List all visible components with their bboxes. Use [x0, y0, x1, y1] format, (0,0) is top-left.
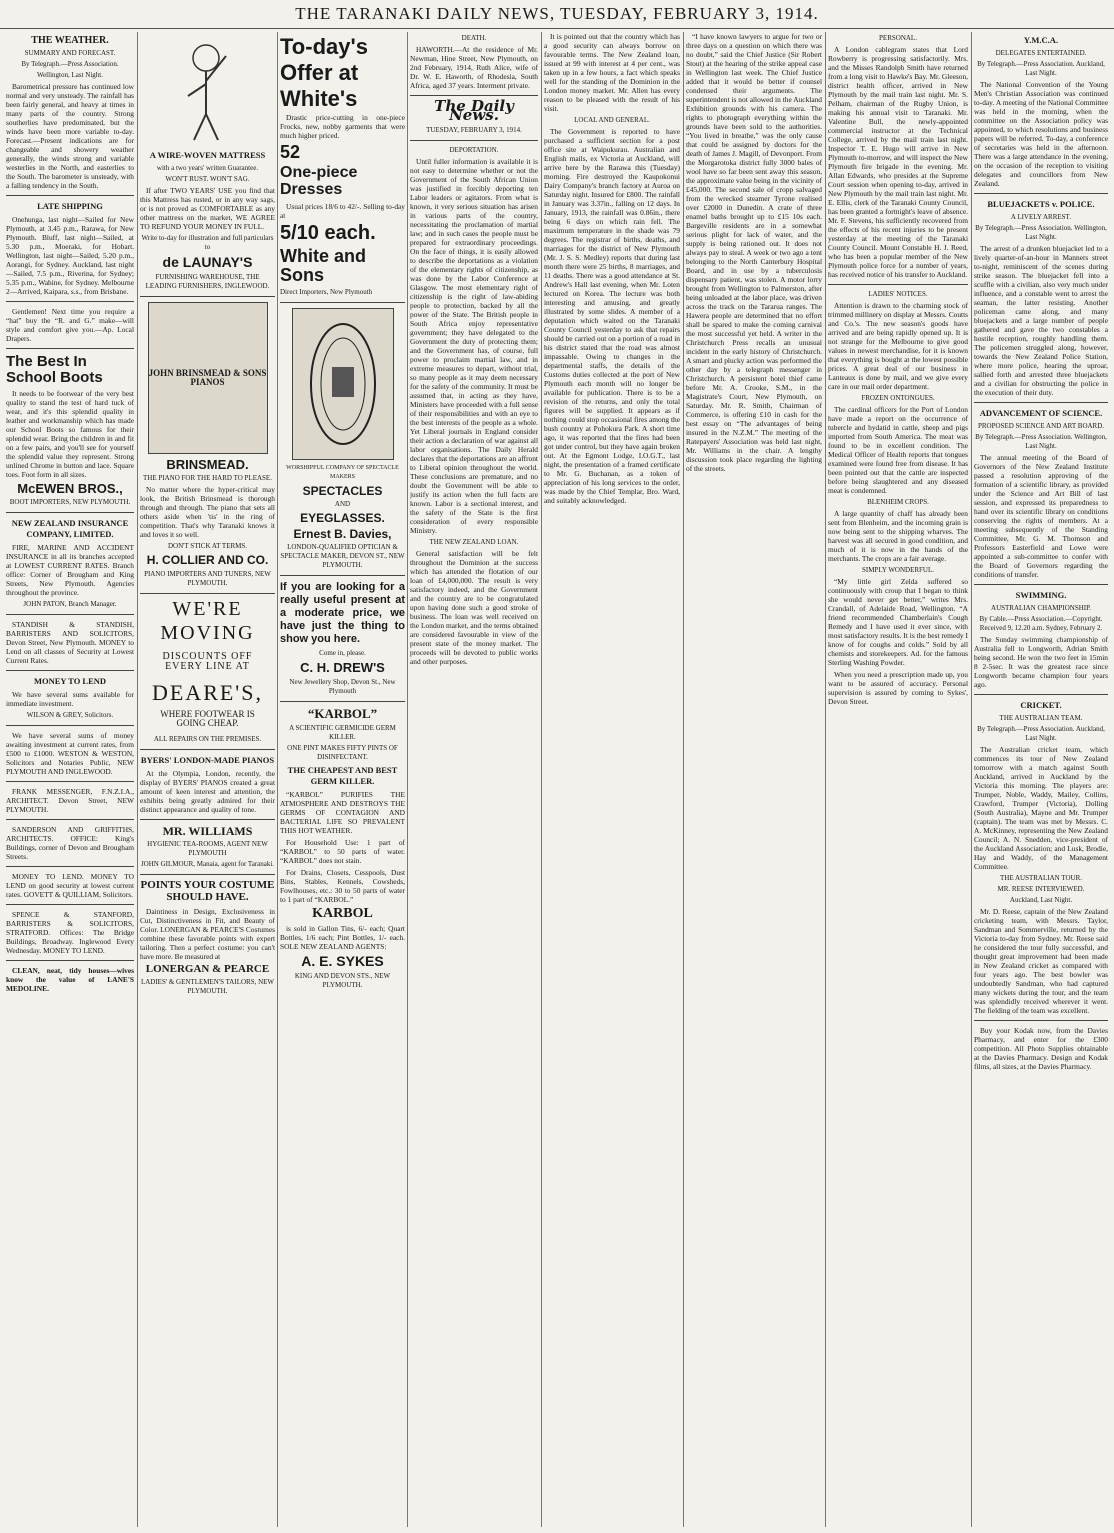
- science-heading: ADVANCEMENT OF SCIENCE.: [979, 408, 1103, 418]
- karbol-heading: “KARBOL”: [307, 705, 378, 721]
- ladies-notices-text: Attention is drawn to the charming stock of trimmed millinery on display at Messrs. Coutts and Co.'s. The new season's goods have arrived and are being rapidly opened up. It is not strange for the Melbourne to give good values in newest merchandise, for it is known that everything is bought at the lowest possible prices. A great deal of our business in Lanteaux is done by mail, and we give every care in our mail order department.: [828, 301, 968, 391]
- ymca-heading: Y.M.C.A.: [1023, 35, 1059, 45]
- collier-sub: PIANO IMPORTERS AND TUNERS, NEW PLYMOUTH.: [144, 569, 271, 587]
- divider: [974, 402, 1108, 403]
- cricket-byline: By Telegraph.—Press Association. Auckland, Last Night.: [977, 725, 1105, 742]
- news-text: “I have known lawyers to argue for two or three days on a question on which there was no doubt,” said the Chief Justice (Sir Robert Stout) at the hearing of the strike appeal case in Wellington last week. The Chief Justice added that it would be better if counsel condensed their arguments. The superintendent is not allowed in the Auckland Exhibition grounds with his camera. The rights to photograph everything within the grounds have been sold to the authorities. “You lived in breathe,” was the only cause that could be assigned by doctors for the death of James J. Magill, of Devonport. From the Morgarotoka district fully 3000 bales of wool have so far been sent away this season, the approximate value being in the vicinity of £45,000. The second sale of cropp salvaged from the wrecked steamer Tyrone realised over £2000 in Dunedin. A crate of three enamel baths brought up to £15 10s each. Bargeville residents are in a somewhat serious plight for lack of water, and the supply is being rationed out. It does not always pay to steal. A week or two ago a tent belonging to the North Canterbury Hospital Board, and in use by a tuberculosis dispensary patient, was stolen. A motor lorry brought from Wellington to Palmerston, after being unloaded at the labor place, was driven across the track on the Tararua ranges. The Hawera people are determined that no effort shall be spared to make the coming carnival the most successful yet held. A writer in the Christchurch Press recalls an unusual incident in the early history of Christchurch. A smart and plucky action was performed the other day by a telegraph messenger in Christchurch. A persistent hotel thief came before Mr. A. Crooke, S.M., in the Magistrate's Court, New Plymouth, on Saturday. Mr. R. Smith, Chairman of Commerce, is offering £10 in cash for the best essay on “The advantages of being insured in the N.Z.M.” The meeting of the Ratepayers' Association was held last night, Mr. Williams in the chair. A lengthy discussion took place regarding the lighting of the streets.: [686, 32, 822, 473]
- brinsmead-tag: DON'T STICK AT TERMS.: [167, 542, 248, 551]
- sykes-name: A. E. SYKES: [301, 953, 384, 970]
- optician-emblem: [292, 308, 394, 460]
- divider: [6, 301, 134, 302]
- standish-ad: STANDISH & STANDISH, BARRISTERS AND SOLICITORS, Devon Street, New Plymouth. MONEY to Lend on all classes of Security at Lowest Current Rates.: [6, 620, 134, 666]
- tour-text: Mr. D. Reese, captain of the New Zealand cricketing team, with Messrs. Taylor, Sandman and Sommerville, returned by the Victoria to-day from Sydney. Mr. Reese said he considered the tour fully successful, and thought great improvement had been made in New Zealand cricket as compared with four years ago. The best bowler was undoubtedly Sandman, who had captured many wickets during the tour, and the team was splendidly received wherever it went. The fielding of the team was excellent.: [974, 907, 1108, 1015]
- weather-heading: THE WEATHER.: [31, 35, 109, 46]
- column-8: [974, 32, 1108, 1527]
- divider: [6, 960, 134, 961]
- science-text: The annual meeting of the Board of Governors of the New Zealand Institute passed a resolution approving of the formation of a scientific library, as provided under the Science and Art Bill of last session, and expressed its preparedness to hand over its scientific library on conditions conserving the rights of members. At a meeting subsequently of the Standing Committee, Mr. G. M. Thomson and Professors Easterfield and Lowe were appointed a sub-committee to confer with the Board of Governors regarding the conditions of transfer.: [974, 453, 1108, 579]
- divider: [6, 195, 134, 196]
- byline: By Telegraph.—Press Association.: [21, 60, 119, 68]
- weston-ad: We have several sums of money awaiting investment at current rates, from £500 to £1000. WESTON & WESTON, Solicitors and Notaries Public, NEW PLYMOUTH AND INGLEWOOD.: [6, 731, 134, 777]
- karbol-heading-2: KARBOL: [312, 905, 373, 921]
- tour-byline: Auckland, Last Night.: [1009, 896, 1073, 904]
- divider: [6, 819, 134, 820]
- divider: [140, 874, 275, 875]
- divider: [6, 614, 134, 615]
- discounts-text: DISCOUNTS OFF EVERY LINE AT: [162, 650, 253, 673]
- boots-text: It needs to be footwear of the very best quality to stand the test of hard tuck of wear, and it's this splendid quality in leather and workmanship which has made our School Boots so famous for their splendid wear. Bring the children in and fit on a few pairs, and you'll see for yourself the splendid value they represent. Strong unlined Chrome in button and lace. Square toes. Foot form in all sizes.: [6, 388, 134, 479]
- ymca-sub: DELEGATES ENTERTAINED.: [995, 49, 1087, 57]
- spence-ad: SPENCE & STANFORD, BARRISTERS & SOLICITORS, STRATFORD. Offices: The Bridge Buildings, Broadway. Inglewood Every Wednesday. MONEY TO LEND.: [6, 910, 134, 956]
- deares-name: DEARE'S,: [151, 679, 264, 705]
- column-6: [686, 32, 822, 1527]
- divider: [6, 866, 134, 867]
- karbol-household: For Household Use: 1 part of “KARBOL” to 50 parts of water. “KARBOL” does not stain.: [280, 837, 405, 865]
- money-lend-heading: MONEY TO LEND: [33, 676, 107, 687]
- column-4: [410, 32, 538, 1527]
- money-lend-firm: WILSON & GREY, Solicitors.: [26, 711, 114, 720]
- tour-heading: THE AUSTRALIAN TOUR.: [1000, 874, 1082, 882]
- byers-heading: BYERS' LONDON-MADE PIANOS: [140, 754, 275, 765]
- column-rule: [825, 32, 826, 1527]
- divider: [974, 584, 1108, 585]
- science-sub: PROPOSED SCIENCE AND ART BOARD.: [977, 422, 1105, 430]
- moving-line-2: MOVING: [160, 621, 255, 644]
- collier-name: H. COLLIER AND CO.: [146, 553, 269, 568]
- divider: [280, 701, 405, 702]
- column-2: [140, 32, 275, 1527]
- karbol-drains: For Drains, Closets, Cesspools, Dust Bins, Stables, Kennels, Cowsheds, Fowlhouses, etc.: 30 to 50 parts of water to 1 part of “KARBOL.”: [280, 867, 405, 904]
- divider: [974, 1020, 1108, 1021]
- divider: [974, 193, 1108, 194]
- local-text: The Government is reported to have purchased a sufficient section for a post office site at Waipukurau. Australian and English mails, ex Victoria at Auckland, will arrive here by the Rarawa this (Tuesday) morning. Fire destroyed the Kaupokonui Dairy Company's branch factory at Auroa on Saturday night. Insured for £800. The rainfall in January was 3.37in., falling on 12 days. In January, 1913, the rainfall was 0.86in., there being 6 days on which rain fell. The maximum temperature in the shade was 79 degrees. The registrar of births, deaths, and marriages for the district of New Plymouth (Mr. J. S. S. Medley) reports that during last month there were 25 births, 8 marriages, and 11 deaths. There was a good attendance at St. Andrew's Hall last evening, when Mr. Loten lectured on Korea. The lecture was both interesting and amusing, and greatly illustrated by some slides. A member of a deputation which waited on the Taranaki County Council yesterday to ask that repairs should be carried out on a portion of a road in his district stated that the road was almost impassable. Owing to changes in the departmental staffs, the details of the Customs duties collected at the port of New Plymouth each month will no longer be available for publication. There is to be a revision of the returns, and only the total figures will be supplied. It appears as if nothing could stop occasional fires among the bush country at Pohokura Park. A short time ago, it was reported that the fires had been got under control, but they have again broken out. At the Egmont Lodge, I.O.G.T., last night, the presentation of a framed certificate to Mr. G. Buchanan, as a token of appreciation of his long services to the order, was made by the Chief Templar, Bro. Ward, and suitably acknowledged.: [544, 127, 680, 505]
- brinsmead-sign: JOHN BRINSMEAD & SONS PIANOS: [148, 367, 267, 387]
- lane-ad: CLEAN, neat, tidy houses—wives know the value of LANE'S MEDOLINE.: [6, 966, 134, 994]
- column-rule: [683, 32, 684, 1527]
- nz-insurance-heading: NEW ZEALAND INSURANCE COMPANY, LIMITED.: [11, 518, 129, 540]
- bluejackets-heading: BLUEJACKETS v. POLICE.: [987, 199, 1095, 209]
- mattress-sub: with a two years' written Guarantee.: [156, 164, 259, 172]
- divider: [140, 296, 275, 297]
- blenheim-heading: BLENHEIM CROPS.: [867, 498, 929, 506]
- paper-title: The Daily News.: [434, 97, 514, 124]
- ymca-text: The National Convention of the Young Men's Christian Association was continued to-day. A meeting of the National Committee was held in the morning, when the committee on the Association policy was appointed, to which resolutions and business papers will be referred. To-day, a conference of secretaries was held in the afternoon. There was a large attendance in the evening, on the occasion of the reception to visiting delegates and councillors from New Zealand.: [974, 80, 1108, 188]
- divider: [140, 819, 275, 820]
- whites-count: 52: [280, 142, 301, 163]
- remedy-text: When you need a prescription made up, you want to be assured of accuracy. Personal supervision is assured by coming to Sykes', Devon Street.: [828, 670, 968, 706]
- karbol-text: “KARBOL” PURIFIES THE ATMOSPHERE AND DESTROYS THE GERMS OF CONTAGION AND BACTERIAL LIFE SO PREVALENT THIS HOT WEATHER.: [280, 789, 405, 835]
- williams-sub-2: JOHN GILMOUR, Manaia, agent for Taranaki.: [140, 860, 275, 869]
- piano-illustration: [148, 302, 268, 454]
- divider: [140, 749, 275, 750]
- delaunay-sub: FURNISHING WAREHOUSE, THE LEADING FURNISHERS, INGLEWOOD.: [145, 272, 270, 290]
- local-heading: LOCAL AND GENERAL.: [574, 116, 650, 124]
- drew-text: If you are looking for a really useful present at a moderate price, we have just the thing to show you here.: [280, 581, 405, 646]
- figure-illustration: [178, 36, 238, 146]
- divider: [410, 140, 538, 141]
- deportation-heading: DEPORTATION.: [449, 146, 499, 154]
- karbol-cheapest: THE CHEAPEST AND BEST GERM KILLER.: [287, 764, 398, 786]
- divider: [280, 575, 405, 576]
- swimming-byline: By Cable.—Press Association.—Copyright. Received 9, 12.20 a.m. Sydney, February 2.: [979, 615, 1103, 632]
- nz-insurance-manager: JOHN PATON, Branch Manager.: [23, 600, 117, 609]
- divider: [410, 95, 538, 96]
- nz-insurance-text: FIRE, MARINE AND ACCIDENT INSURANCE in all its branches accepted at LOWEST CURRENT RATES. Branch office: Corner of Brougham and King Streets, New Plymouth. Agencies throughout the province.: [6, 543, 134, 598]
- swimming-heading: SWIMMING.: [1015, 590, 1067, 600]
- personal-heading: PERSONAL.: [879, 34, 917, 42]
- swimming-sub: AUSTRALIAN CHAMPIONSHIP.: [991, 604, 1091, 612]
- mattress-text: If after TWO YEARS' USE you find that this Mattress has rusted, or in any way sags, or is not proved as COMFORTABLE as any other mattress on the market, WE AGREE TO REFUND YOUR MONEY IN FULL.: [140, 186, 275, 231]
- divider: [140, 593, 275, 594]
- bluejackets-byline: By Telegraph.—Press Association. Wellington, Last Night.: [975, 224, 1107, 241]
- gents-ad: Gentlemen! Next time you require a “hat” buy the “R. and G.” make—will style and comfort give you.—Ap. Local Drapers.: [6, 307, 134, 343]
- swimming-text: The Sunday swimming championship of Australia fell to Longworth, Adrian Smith being second. He won the two feet in 15min 8 2-5sec. It was the greatest race since Longworth became champion four years ago.: [974, 635, 1108, 689]
- divider: [6, 781, 134, 782]
- column-rule: [541, 32, 542, 1527]
- mattress-write: Write to-day for illustration and full particulars to: [141, 234, 274, 251]
- whites-usual: Usual prices 18/6 to 42/-. Selling to-day at: [280, 201, 405, 220]
- divider: [6, 670, 134, 671]
- bluejackets-sub: A LIVELY ARREST.: [1010, 213, 1072, 221]
- williams-name: MR. WILLIAMS: [162, 823, 253, 838]
- divider: [6, 904, 134, 905]
- williams-sub: HYGIENIC TEA-ROOMS, AGENT NEW PLYMOUTH: [147, 840, 268, 858]
- column-rule: [137, 32, 138, 1527]
- masthead: THE TARANAKI DAILY NEWS, TUESDAY, FEBRUARY 3, 1914.: [0, 0, 1114, 29]
- whites-direct: Direct Importers, New Plymouth: [280, 287, 373, 296]
- loan-text: General satisfaction will be felt throughout the Dominion at the success which has attended the flotation of our loan of £4,000,000. The result is very satisfactory indeed, and the Government and the country are to be congratulated upon having done such a good stroke of business. The loan was well received on the London market, and the terms obtained are considered favourable in view of the present state of the money market. The proceeds will be devoted to public works and other purposes.: [410, 549, 538, 666]
- personal-text: A London cablegram states that Lord Rowberry is progressing satisfactorily. Mrs. and the Misses Randolph Smith have returned from a long visit to Hawke's Bay. Mr. Gleeson, district health officer, arrived in New Plymouth by the mail train last night. Mr. S. Pelham, chairman of the Rugby Union, is making his annual visit to Taranaki. Mr. Valentine Bull, the newly-appointed commercial instructor at the Technical College, arrived by the mail train last night. Inspector T. E. Hugo will arrive in New Plymouth to-morrow, and will inspect the New Plymouth fire brigade in the evening. Mr. Allan Edwards, who presides at the Supreme Court session when opening to-day, arrived in New Plymouth by the mail train last night. Mr. E. Ellis, clerk of the Taranaki County Council, has been granted a fortnight's leave of absence. Mr. F. Stevens, his sufficiently recovered from the effects of his recent injuries to be present yesterday at the meeting of the Taranaki County Council. Mount Constable H. J. Reed, who has been a popular member of the New Plymouth police force for a number of years, has received notice of his transfer to Auckland.: [828, 45, 968, 279]
- divider: [6, 725, 134, 726]
- deares-repairs: ALL REPAIRS ON THE PREMISES.: [153, 734, 262, 743]
- whites-onepiece: One-piece Dresses: [280, 164, 358, 198]
- cricket-heading: CRICKET.: [1020, 700, 1062, 710]
- drew-name: C. H. DREW'S: [300, 660, 385, 676]
- davies-name: Ernest B. Davies,: [293, 526, 392, 541]
- divider: [6, 348, 134, 349]
- column-rule: [971, 32, 972, 1527]
- sykes-sub: KING AND DEVON STS., NEW PLYMOUTH.: [294, 971, 391, 989]
- dateline: Wellington, Last Night.: [37, 71, 103, 79]
- cricket-text: The Australian cricket team, which commences its tour of New Zealand tomorrow with a match against South Auckland, arrived in Auckland by the Victoria this morning. The players are: Trumper, Noble, Waddy, Mailey, Collins, Crawford, Trumper (Victoria), Dolling (South Australia), Mayne and Mr. Trumper (captain). The team was met by Messrs. C. A. McKinney, representing the New Zealand Council; A. N. Snedden, vice-president of the Auckland Association; and Lusk, Brodie, Hay and Waddy, of the Management Committee.: [974, 745, 1108, 871]
- govett-ad: MONEY TO LEND. MONEY TO LEND on good security at lowest current rates. GOVETT & QUILLIAM, Solicitors.: [6, 872, 134, 900]
- column-rule: [277, 32, 278, 1527]
- tour-sub: MR. REESE INTERVIEWED.: [997, 885, 1085, 893]
- brinsmead-sub: THE PIANO FOR THE HARD TO PLEASE.: [143, 474, 272, 483]
- divider: [974, 694, 1108, 695]
- mcewen-name: McEWEN BROS.,: [17, 480, 123, 496]
- karbol-pint: ONE PINT MAKES FIFTY PINTS OF DISINFECTANT.: [287, 743, 398, 761]
- sanderson-ad: SANDERSON AND GRIFFITHS, ARCHITECTS. OFFICE: King's Buildings, corner of Devon and Brougham Streets.: [6, 825, 134, 862]
- cricket-sub: THE AUSTRALIAN TEAM.: [999, 714, 1083, 722]
- paper-date: TUESDAY, FEBRUARY 3, 1914.: [426, 126, 522, 134]
- drew-come: Come in, please.: [319, 649, 366, 658]
- wonderful-heading: SIMPLY WONDERFUL.: [861, 566, 935, 574]
- mcewen-sub: BOOT IMPORTERS, NEW PLYMOUTH.: [9, 498, 131, 507]
- kodak-ad: Buy your Kodak now, from the Davies Pharmacy, and enter for the £300 competition. All Photo Supplies obtainable at the Davies Pharmacy. Design and Kodak films, all sizes, at the Davies Pharmacy.: [974, 1026, 1108, 1071]
- shipping-heading: LATE SHIPPING: [37, 201, 103, 211]
- drew-sub: New Jewellery Shop, Devon St., New Plymouth: [289, 677, 396, 695]
- forecast-heading: SUMMARY AND FORECAST.: [24, 49, 116, 57]
- lonergan-sub: LADIES' & GENTLEMEN'S TAILORS, NEW PLYMOUTH.: [140, 978, 275, 996]
- ladies-notices-heading: LADIES' NOTICES.: [868, 290, 928, 298]
- whites-line-3: White's: [280, 86, 358, 112]
- karbol-sub: A SCIENTIFIC GERMICIDE GERM KILLER.: [289, 723, 396, 741]
- divider: [280, 302, 405, 303]
- brinsmead-text: No matter where the hyper-critical may look, the British Brinsmead is thorough through and through. The piano that sets all others aside when 'tis' in the ring of competition. That's why Taranaki knows it and loves it so well.: [140, 485, 275, 540]
- column-7: [828, 32, 968, 1527]
- messenger-ad: FRANK MESSENGER, F.N.Z.I.A., ARCHITECT. Devon Street, NEW PLYMOUTH.: [6, 787, 134, 815]
- column-3: [280, 32, 405, 1527]
- whites-text: Drastic price-cutting in one-piece Frocks, new, nobby garments that were much higher priced.: [280, 113, 405, 141]
- divider: [6, 512, 134, 513]
- whites-sons: White and Sons: [280, 245, 366, 285]
- brinsmead-heading: BRINSMEAD.: [166, 456, 249, 472]
- ymca-byline: By Telegraph.—Press Association. Auckland, Last Night.: [977, 60, 1105, 77]
- column-1: [6, 32, 134, 1527]
- lonergan-name: LONERGAN & PEARCE: [145, 962, 270, 975]
- davies-sub: LONDON-QUALIFIED OPTICIAN & SPECTACLE MAKER, DEVON ST., NEW PLYMOUTH.: [280, 543, 405, 570]
- column-rule: [407, 32, 408, 1527]
- frozen-heading: FROZEN ONTONGUES.: [861, 394, 935, 402]
- byers-text: At the Olympia, London, recently, the display of BYERS' PIANOS created a great amount of keen interest and attention, the exhibits being greatly admired for their distinct appearance and quality of tone.: [140, 768, 275, 814]
- intro-text: It is pointed out that the country which has a good security can always borrow on favourable terms. The New Zealand loan, issued at 99 with interest at 4 per cent., was taken up in a few hours, a fact which speaks well for the standing of the Dominion in the London money market. Mr. Allen has every reason to be pleased with the result of his visit.: [544, 32, 680, 113]
- divider: [828, 284, 968, 285]
- wonderful-text: “My little girl Zelda suffered so continuously with croup that I began to think she would never get better,” writes Mrs. Crandall, of Adelaide Road, Wellington. “A friend recommended Chamberlain's Cough Remedy and I have used it ever since, with most satisfactory results. It is the best remedy I know of for coughs and colds.” Sold by all chemists and storekeepers. Ad. for the famous Sterling Washing Powder.: [828, 577, 968, 667]
- moving-line-1: WE'RE: [172, 597, 243, 620]
- delaunay-name: de LAUNAY'S: [162, 254, 253, 270]
- forecast-text: Barometrical pressure has continued low normal and very unsteady. The rainfall has been fairly general, and heavy at times in many parts of the country. Strong southerlies have predominated, but the winds have been more variable to-day. Forecast.—Present indications are for changeable and showery weather generally, the winds strong and variable westerlies in the North, and easterlies to the South. The barometer is unsteady, with a falling tendency in the South.: [6, 82, 134, 190]
- spectacles-heading: SPECTACLES: [302, 483, 383, 498]
- whites-line-2: Offer at: [280, 60, 359, 86]
- mattress-tag: WON'T RUST. WON'T SAG.: [165, 175, 250, 183]
- mattress-heading: A WIRE-WOVEN MATTRESS: [149, 150, 266, 160]
- death-text: HAWORTH.—At the residence of Mr. Newman, Hine Street, New Plymouth, on 2nd February, 1914, Ruth Alice, wife of Dr. W. E. Haworth, of Rhodesia, South Africa, aged 37 years. Interment private.: [410, 45, 538, 90]
- shipping-text: Onehunga, last night—Sailed for New Plymouth, at 3.45 p.m., Rarawa, for New Plymouth. Bluff, last night—Sailed, at 5.30 p.m., Moeraki, for Hobart. Wellington, last night—Sailed, 5.20 p.m., Aorangi, for Sydney. Auckland, last night—Sailed, 7.5 p.m., Riverina, for Sydney; 5.35 p.m., Wahine, for Sydney. Melbourne 2—Arrived, Kaipara, s.s., from Brisbane.: [6, 215, 134, 296]
- points-heading: POINTS YOUR COSTUME SHOULD HAVE.: [140, 879, 275, 904]
- boots-heading: The Best In School Boots: [6, 353, 103, 386]
- death-heading: DEATH.: [461, 34, 487, 42]
- science-byline: By Telegraph.—Press Association. Wellington, Last Night.: [975, 433, 1107, 450]
- deares-sub: WHERE FOOTWEAR IS GOING CHEAP.: [160, 709, 255, 729]
- eyeglasses-heading: EYEGLASSES.: [300, 511, 385, 526]
- points-text: Daintiness in Design, Exclusiveness in Cut, Distinctiveness in Fit, and Beauty of Color. LONERGAN & PEARCE'S Costumes combine these favorable points with expert tailoring. Then a perfect costume: you can't have more. Be measured at: [140, 906, 275, 961]
- whites-line-1: To-day's: [280, 34, 368, 59]
- money-lend-text: We have several sums available for immediate investment.: [6, 690, 134, 709]
- frozen-text: The cardinal officers for the Port of London have made a report on the occurrence of tubercle and hydatid in cattle, sheep and pigs imported from South America. The meat was found to be in excellent condition. The Medical Officer of Health reports that tongues examined were found free from disease. It has been pointed out that the cattle are inspected before being slaughtered and any diseased meat is condemned.: [828, 405, 968, 495]
- emblem-icon: [308, 319, 378, 449]
- whites-price: 5/10 each.: [280, 221, 376, 244]
- karbol-sold: is sold in Gallon Tins, 6/- each; Quart Bottles, 1/6 each; Pint Bottles, 1/- each. SOLE NEW ZEALAND AGENTS:: [280, 924, 405, 952]
- column-5: [544, 32, 680, 1527]
- blenheim-text: A large quantity of chaff has already been sent from Blenheim, and the incoming grain is now being sent to the shipping wharves. The harvest was all secured in good condition, and much of it is now in the hands of the merchants. The crops are a fair average.: [828, 509, 968, 563]
- and-text: AND: [334, 500, 351, 509]
- deportation-text: Until fuller information is available it is not easy to determine whether or not the Government of the South African Union was justified in forcibly deporting ten Labor leaders or agitators. From what is known, it very serious situation has arisen in various parts of the country, necessitating the proclamation of martial law; and in such cases the people must be prepared for extraordinary proceedings. On the face of things, it is easily allowed to describe the deportations as a violation of the elementary rights of citizenship, as was done by the Labor Conference at Glasgow. The most elementary right of citizenship is the right of law-abiding people to protection, backed by all the power of the State. The British people in South Africa enjoy representative government; they have delegated to the Government the duty of protecting them; and the Government has, of course, full power to proclaim martial law, and in extreme measures to depart, without trial, so many people as it may deem necessary for the safety of the community. It must be assumed that, in acting as they have, Ministers have proceeded with a full sense of their responsibilities and with an eye to the best interests of the people as a whole. Yet Liberal journals in England consider their action a declaration of war against all labor organisations. The Daily Herald declares that the deportations are an affront to Liberal opinion throughout the world. These conclusions are premature, and no doubt the Government will be able to justify its action when the full facts are known. Labor is a sectional interest, and the safety of the State is the first consideration of every responsible Ministry.: [410, 157, 538, 535]
- optic-ring-text: WORSHIPFUL COMPANY OF SPECTACLE MAKERS: [286, 464, 399, 480]
- loan-heading: THE NEW ZEALAND LOAN.: [429, 538, 519, 546]
- bluejackets-text: The arrest of a drunken bluejacket led to a lively quarter-of-an-hour in Manners street to-night, reminiscent of the scenes during strike season. The bluejacket fell into a scuffle with a civilian, also very much under influence, and a constable went to arrest the seaman, the latter resisting. Another policeman came along, and many bluejackets and a large number of people gathered and gave the two constables a hostile reception, roughly handling them. The policemen struggled along, however, towards the New Zealand Police Station, where more police, hearing the uproar, sallied forth and arrested three bluejackets and a civilian for obstructing the police in the execution of their duty.: [974, 244, 1108, 397]
